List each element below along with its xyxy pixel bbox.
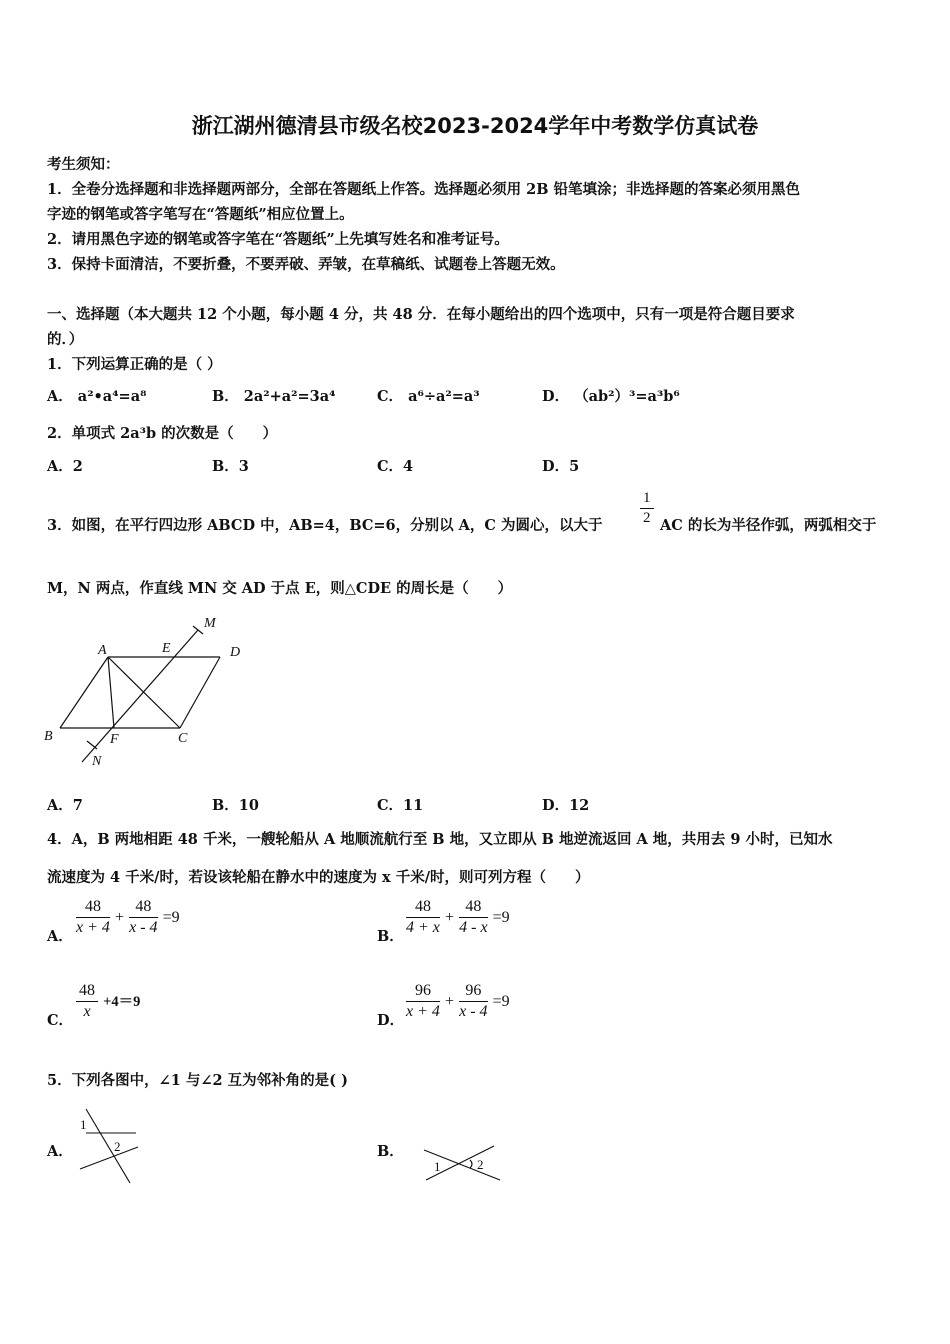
q4-option-b bbox=[406, 898, 510, 937]
q4-label-c: C． bbox=[47, 1012, 74, 1029]
fig-a-label-1: 1 bbox=[80, 1117, 87, 1132]
q1-stem: 1．下列运算正确的是（ ） bbox=[47, 356, 222, 373]
q3-option-b: B．10 bbox=[212, 797, 259, 814]
fig-b-label-2: 2 bbox=[477, 1157, 484, 1172]
q4c-den1: x bbox=[83, 1003, 91, 1020]
label-f: F bbox=[110, 732, 119, 747]
q4c-num1: 48 bbox=[76, 982, 98, 1002]
q1-option-a: A． a²•a⁴=a⁸ bbox=[47, 388, 147, 405]
q4b-rhs: =9 bbox=[492, 909, 510, 926]
q4a-op: + bbox=[115, 909, 125, 926]
q4-label-b: B． bbox=[377, 928, 404, 945]
q4b-num2: 48 bbox=[459, 898, 487, 918]
q4d-den1: x + 4 bbox=[406, 1003, 440, 1020]
fig-a-label-2: 2 bbox=[114, 1139, 121, 1154]
q2-option-b: B．3 bbox=[212, 458, 249, 475]
q4d-den2: x - 4 bbox=[459, 1003, 488, 1020]
q5-figure-b bbox=[418, 1138, 508, 1188]
q4d-rhs: =9 bbox=[492, 993, 510, 1010]
q4a-num2: 48 bbox=[129, 898, 157, 918]
q4-option-d bbox=[406, 982, 510, 1021]
notice-line-1a: 1．全卷分选择题和非选择题两部分，全部在答题纸上作答。选择题必须用 2B 铅笔填涂；非选择题的答案必须用黑色 bbox=[47, 181, 801, 198]
label-c: C bbox=[178, 731, 188, 746]
q3-option-c: C．11 bbox=[377, 797, 424, 814]
transversal-line bbox=[86, 1109, 130, 1183]
q4a-rhs: =9 bbox=[162, 909, 180, 926]
q4b-den1: 4 + x bbox=[406, 919, 440, 936]
q4b-num1: 48 bbox=[406, 898, 440, 918]
q3-parallelogram-figure bbox=[40, 610, 255, 775]
page-title: 浙江湖州德清县市级名校2023-2024学年中考数学仿真试卷 bbox=[191, 114, 759, 138]
q5-label-b: B． bbox=[377, 1143, 404, 1160]
q2-option-d: D．5 bbox=[542, 458, 580, 475]
q3-fraction bbox=[640, 490, 654, 527]
label-e: E bbox=[162, 641, 171, 656]
q3-frac-den: 2 bbox=[643, 510, 651, 526]
q4d-num1: 96 bbox=[406, 982, 440, 1002]
notice-heading: 考生须知： bbox=[47, 156, 120, 173]
label-m: M bbox=[204, 616, 216, 631]
q4-label-d: D． bbox=[377, 1012, 405, 1029]
q2-stem: 2．单项式 2a³b 的次数是（ ） bbox=[47, 425, 278, 442]
q4a-num1: 48 bbox=[76, 898, 110, 918]
q4-option-a bbox=[76, 898, 180, 937]
q4-stem-a: 4．A，B 两地相距 48 千米，一艘轮船从 A 地顺流航行至 B 地，又立即从 B 地逆流返回 A 地，共用去 9 小时，已知水 bbox=[47, 831, 833, 848]
q3-stem-a: 3．如图，在平行四边形 ABCD 中，AB=4，BC=6，分别以 A，C 为圆心，以大于 bbox=[47, 517, 603, 534]
segment-ab bbox=[60, 657, 108, 728]
q4c-rhs: +4＝9 bbox=[103, 994, 141, 1010]
q4a-den2: x - 4 bbox=[129, 919, 158, 936]
notice-line-2: 2．请用黑色字迹的钢笔或答字笔在“答题纸”上先填写姓名和准考证号。 bbox=[47, 231, 509, 248]
diagonal-ac bbox=[108, 657, 180, 728]
q3-frac-num: 1 bbox=[640, 490, 654, 509]
notice-line-3: 3．保持卡面清洁，不要折叠，不要弄破、弄皱，在草稿纸、试题卷上答题无效。 bbox=[47, 256, 565, 273]
segment-af bbox=[108, 657, 114, 728]
oblique-line bbox=[80, 1147, 138, 1169]
notice-line-1b: 字迹的钢笔或答字笔写在“答题纸”相应位置上。 bbox=[47, 206, 354, 223]
label-n: N bbox=[92, 754, 102, 769]
q5-figure-a bbox=[72, 1105, 147, 1187]
q3-stem-b: AC 的长为半径作弧，两弧相交于 bbox=[660, 517, 877, 534]
q4-stem-b: 流速度为 4 千米/时，若设该轮船在静水中的速度为 x 千米/时，则可列方程（ ） bbox=[47, 869, 590, 886]
section-heading-1: 一、选择题（本大题共 12 个小题，每小题 4 分，共 48 分．在每小题给出的四个选项中，只有一项是符合题目要求 bbox=[47, 306, 795, 323]
q1-option-b: B． 2a²+a²=3a⁴ bbox=[212, 388, 336, 405]
q4b-op: + bbox=[445, 909, 455, 926]
arc-mark-m bbox=[193, 626, 203, 634]
q3-stem-c: M，N 两点，作直线 MN 交 AD 于点 E，则△CDE 的周长是（ ） bbox=[47, 580, 513, 597]
arc-mark-n bbox=[87, 741, 97, 749]
q4-option-c bbox=[76, 982, 140, 1021]
q3-option-d: D．12 bbox=[542, 797, 590, 814]
q2-option-a: A．2 bbox=[47, 458, 83, 475]
q5-label-a: A． bbox=[47, 1143, 73, 1160]
q4d-op: + bbox=[445, 993, 455, 1010]
q1-option-c: C． a⁶÷a²=a³ bbox=[377, 388, 480, 405]
q4-label-a: A． bbox=[47, 928, 73, 945]
q4d-num2: 96 bbox=[459, 982, 487, 1002]
segment-dc bbox=[180, 657, 220, 728]
q3-option-a: A．7 bbox=[47, 797, 83, 814]
fig-b-label-1: 1 bbox=[434, 1159, 441, 1174]
q4a-den1: x + 4 bbox=[76, 919, 110, 936]
q5-stem: 5．下列各图中，∠1 与∠2 互为邻补角的是( ) bbox=[47, 1072, 348, 1089]
section-heading-2: 的．） bbox=[47, 331, 84, 348]
q4b-den2: 4 - x bbox=[459, 919, 488, 936]
label-a: A bbox=[98, 643, 107, 658]
label-b: B bbox=[44, 729, 53, 744]
q2-option-c: C．4 bbox=[377, 458, 414, 475]
label-d: D bbox=[230, 645, 241, 660]
q1-option-d: D． （ab²）³=a³b⁶ bbox=[542, 388, 680, 405]
angle-arc bbox=[470, 1160, 472, 1168]
